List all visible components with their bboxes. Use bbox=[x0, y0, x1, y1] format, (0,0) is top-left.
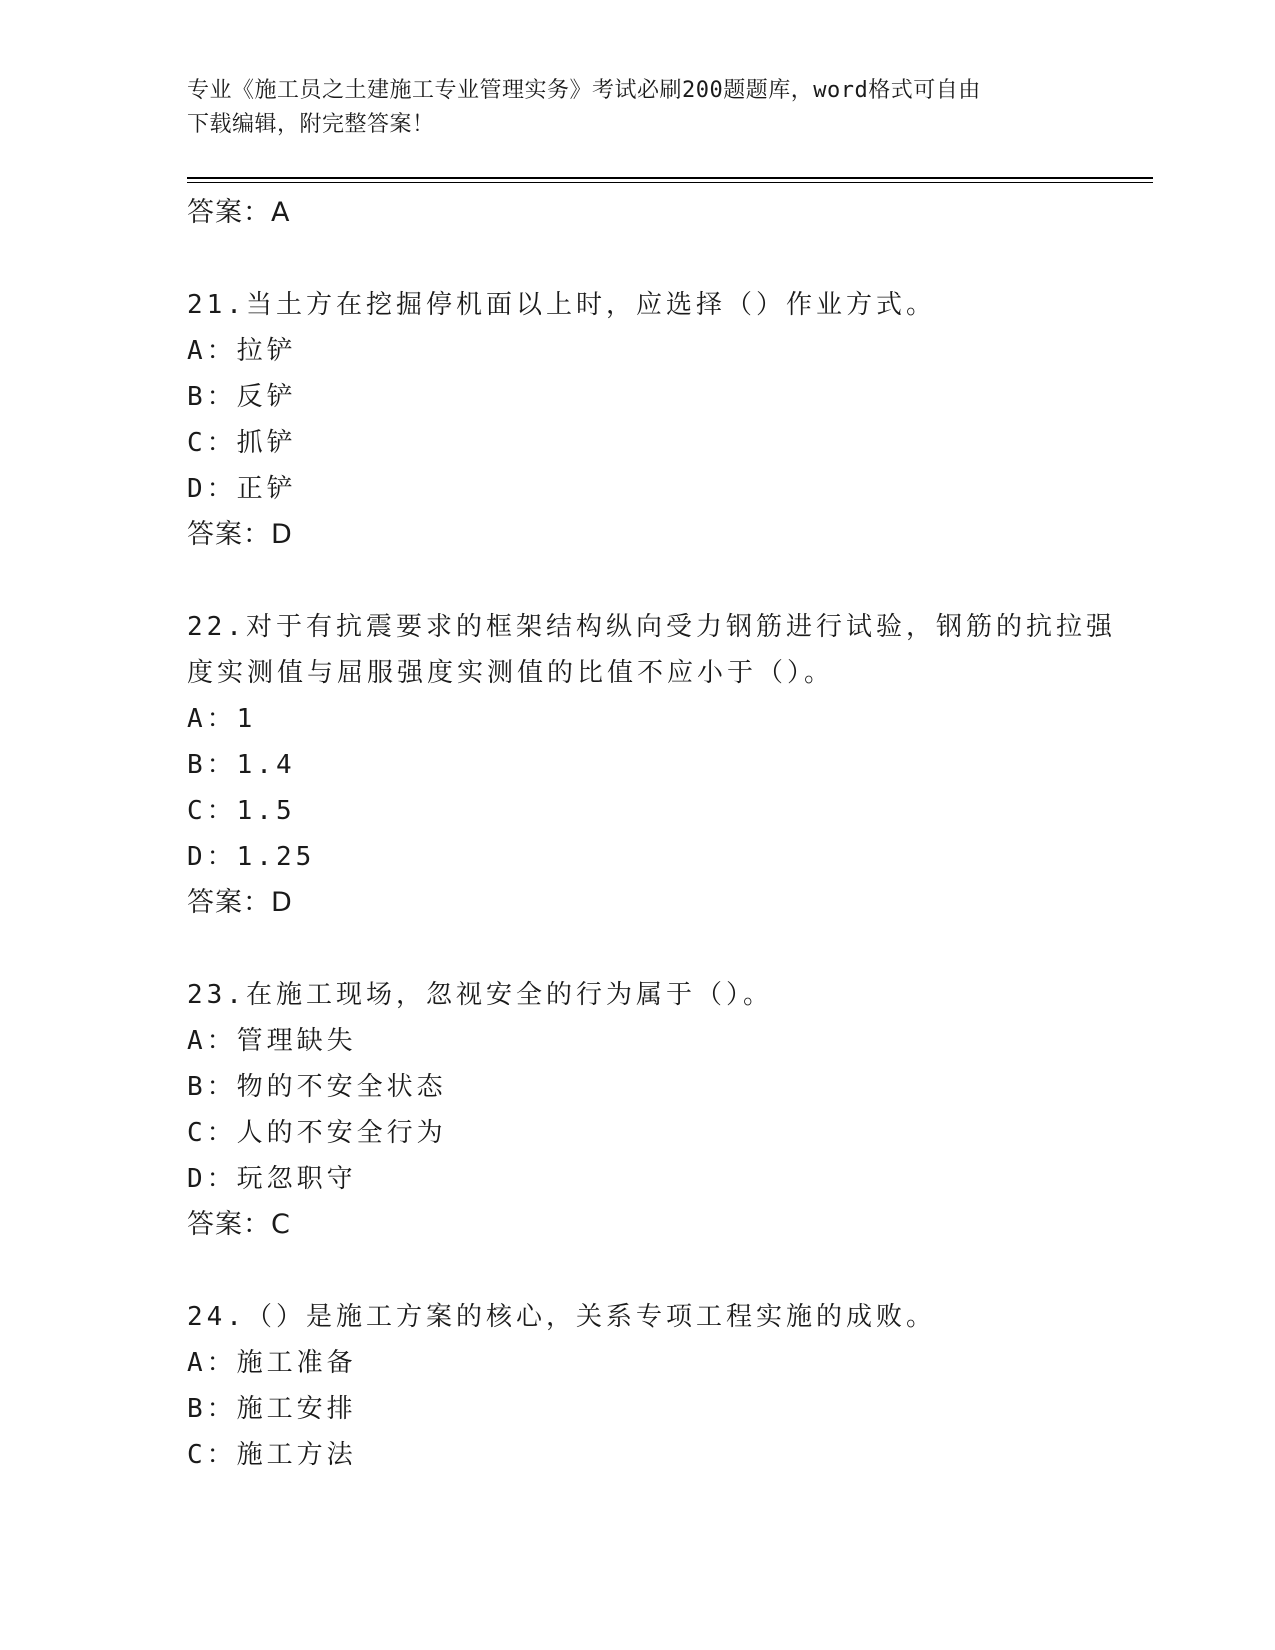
question-list bbox=[187, 190, 1116, 1478]
option-c: C：人的不安全行为 bbox=[187, 1118, 447, 1148]
question-block bbox=[187, 1294, 1087, 1478]
option-d: D：玩忽职守 bbox=[187, 1164, 357, 1194]
header-line-2: 下载编辑，附完整答案！ bbox=[187, 112, 435, 137]
header-rule-thin bbox=[187, 182, 1153, 183]
answer: 答案：D bbox=[187, 519, 293, 550]
spacer bbox=[187, 236, 1087, 282]
option-c: C：1.5 bbox=[187, 796, 296, 826]
question-stem: 23.在施工现场，忽视安全的行为属于（）。 bbox=[187, 980, 773, 1010]
option-d: D：1.25 bbox=[187, 842, 316, 872]
option-d: D：正铲 bbox=[187, 474, 297, 504]
option-b: B：施工安排 bbox=[187, 1394, 357, 1424]
spacer bbox=[187, 558, 1087, 604]
answer: 答案：D bbox=[187, 887, 293, 918]
document-header bbox=[187, 74, 1087, 142]
spacer bbox=[187, 926, 1087, 972]
header-line-1: 专业《施工员之土建施工专业管理实务》考试必刷200题题库，word格式可自由 bbox=[187, 78, 981, 103]
spacer bbox=[187, 1248, 1087, 1294]
option-c: C：抓铲 bbox=[187, 428, 297, 458]
question-stem: 22.对于有抗震要求的框架结构纵向受力钢筋进行试验，钢筋的抗拉强 bbox=[187, 612, 1116, 642]
question-stem: 21.当土方在挖掘停机面以上时，应选择（）作业方式。 bbox=[187, 290, 936, 320]
answer-previous: 答案：A bbox=[187, 197, 291, 228]
option-a: A：拉铲 bbox=[187, 336, 297, 366]
option-b: B：物的不安全状态 bbox=[187, 1072, 447, 1102]
question-stem-continued: 度实测值与屈服强度实测值的比值不应小于（）。 bbox=[187, 658, 835, 688]
answer: 答案：C bbox=[187, 1209, 291, 1240]
option-c: C：施工方法 bbox=[187, 1440, 357, 1470]
header-rule-thick bbox=[187, 177, 1153, 179]
option-b: B：1.4 bbox=[187, 750, 296, 780]
option-a: A：1 bbox=[187, 704, 257, 734]
option-b: B：反铲 bbox=[187, 382, 297, 412]
question-block bbox=[187, 972, 1087, 1248]
option-a: A：施工准备 bbox=[187, 1348, 357, 1378]
question-block bbox=[187, 282, 1087, 558]
question-block bbox=[187, 604, 1116, 926]
question-stem: 24.（）是施工方案的核心，关系专项工程实施的成败。 bbox=[187, 1302, 936, 1332]
option-a: A：管理缺失 bbox=[187, 1026, 357, 1056]
